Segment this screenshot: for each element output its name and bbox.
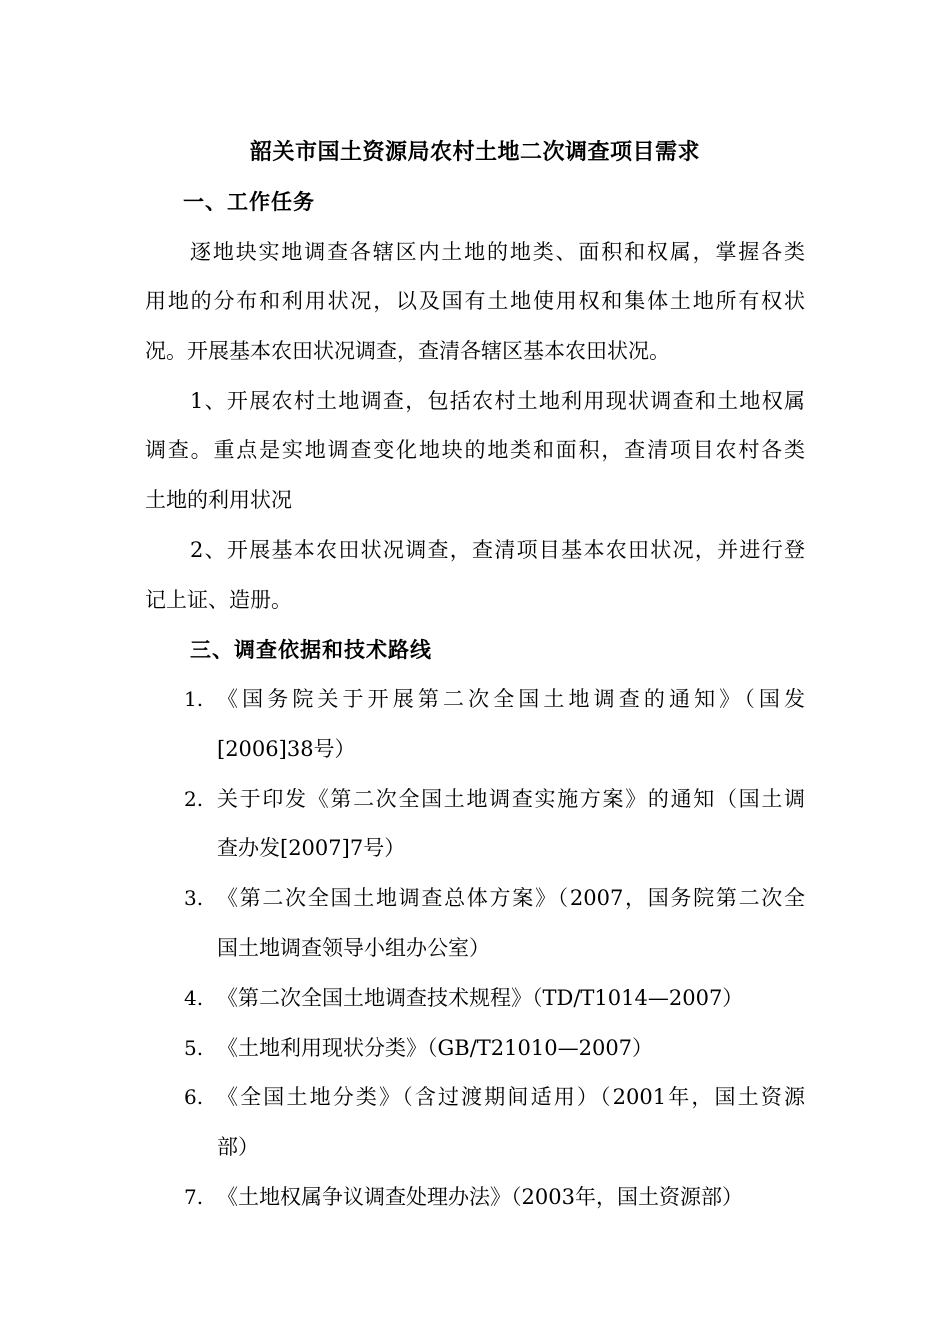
reference-number: 7. xyxy=(184,1185,204,1209)
paragraph-line: 2、开展基本农田状况调查，查清项目基本农田状况，并进行登 xyxy=(190,538,805,562)
reference-text: 《第二次全国土地调查技术规程》（TD/T1014—2007） xyxy=(217,986,744,1010)
reference-number: 2. xyxy=(184,787,204,811)
paragraph-line: 记上证、造册。 xyxy=(145,588,292,612)
paragraph-line: 用地的分布和利用状况，以及国有土地使用权和集体土地所有权状 xyxy=(145,289,805,313)
reference-text: 部） xyxy=(217,1135,259,1159)
section-heading-work-tasks: 一、工作任务 xyxy=(183,189,315,214)
reference-text: 《国务院关于开展第二次全国土地调查的通知》（国发 xyxy=(217,687,805,711)
reference-text: 关于印发《第二次全国土地调查实施方案》的通知（国土调 xyxy=(217,787,805,811)
reference-text: 《全国土地分类》（含过渡期间适用）（2001年，国土资源 xyxy=(217,1085,805,1109)
reference-text: 查办发[2007]7号） xyxy=(217,836,406,860)
document-title: 韶关市国土资源局农村土地二次调查项目需求 xyxy=(249,139,700,165)
paragraph-line: 况。开展基本农田状况调查，查清各辖区基本农田状况。 xyxy=(145,339,670,363)
reference-number: 4. xyxy=(184,986,204,1010)
reference-number: 3. xyxy=(184,886,204,910)
reference-text: 《土地利用现状分类》（GB/T21010—2007） xyxy=(217,1036,654,1060)
reference-text: 《第二次全国土地调查总体方案》（2007，国务院第二次全 xyxy=(217,886,805,910)
section-heading-basis: 三、调查依据和技术路线 xyxy=(190,637,432,662)
paragraph-line: 逐地块实地调查各辖区内土地的地类、面积和权属，掌握各类 xyxy=(190,240,805,264)
reference-number: 5. xyxy=(184,1036,204,1060)
reference-number: 1. xyxy=(184,687,204,711)
reference-text: 《土地权属争议调查处理办法》（2003年，国土资源部） xyxy=(217,1185,743,1209)
paragraph-line: 调查。重点是实地调查变化地块的地类和面积，查清项目农村各类 xyxy=(145,438,805,462)
reference-number: 6. xyxy=(184,1085,204,1109)
reference-text: [2006]38号） xyxy=(217,737,356,761)
reference-text: 国土地调查领导小组办公室） xyxy=(217,936,490,960)
paragraph-line: 1、开展农村土地调查，包括农村土地利用现状调查和土地权属 xyxy=(190,389,805,413)
paragraph-line: 土地的利用状况 xyxy=(145,488,292,512)
